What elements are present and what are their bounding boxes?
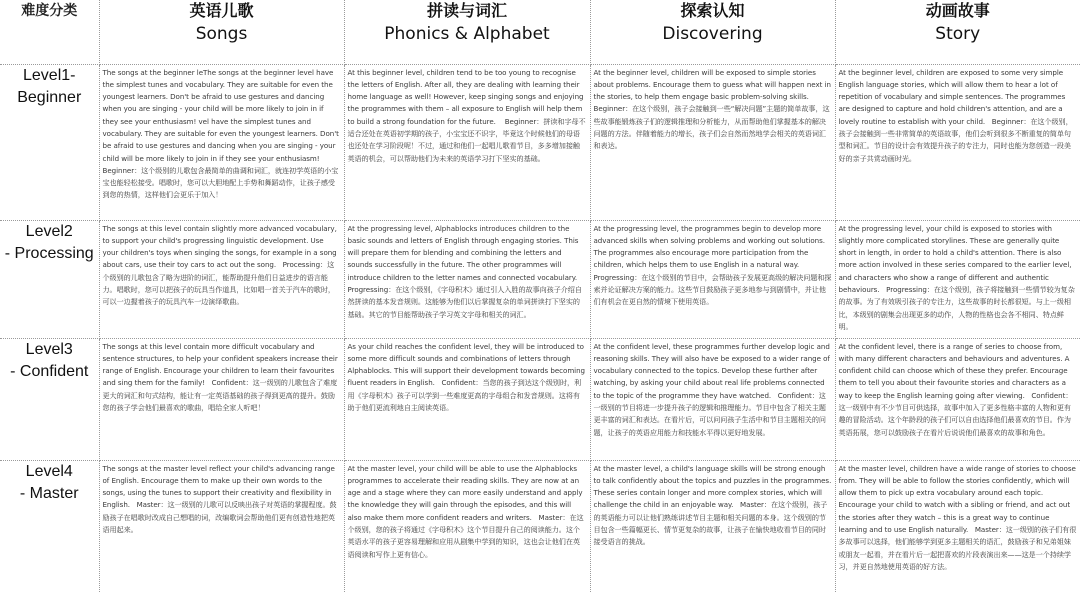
cell-text: At the beginner level, children will be exposed to simple stories about problems. Encourage them to guess what will happen next in the stories, to help them engage basic problem-solving skills. Beginner：在这个级别，孩子会接触到一些“解决问题”主题的简单故事，这些故事能锻炼孩子们的逻辑推理和分析能力，从而帮助他们掌握基本的解决问题的方法。伴随着能力的增长，孩子们会自然而然地学会相关的英语词汇和表达。	[593, 67, 834, 151]
level-name: Level1-	[23, 66, 76, 84]
table-row-level4	[0, 460, 1080, 592]
cell-text: The songs at this level contain slightly more advanced vocabulary, to support your child's progressing linguistic development. Use your children's toys when singing the songs, for example in a song about cars, use their toy cars to act out the song. Processing：这个级别的儿歌包含了略为进阶的词汇，能帮助提升他们日益进步的语言能力。唱歌时，您可以把孩子的玩具当作道具，比如唱一首关于汽车的歌时，可以一边握着孩子的玩具汽车一边演绎歌曲。	[102, 223, 340, 307]
cell-text: At this beginner level, children tend to be too young to recognise the letters of English. After all, they are dealing with learning their home language as well! However, keep singing songs and enjoying the programmes with them – all exposure to English will help them to build a strong foundation for the future. Beginner：拼读和字母不适合还处在英语初学期的孩子，小宝宝还不识字，毕竟这个时候他们的母语也还处在学习阶段呢！不过，通过和他们一起唱儿歌看节目，多多增加接触英语的机会，可以帮助他们为未来的英语学习打下坚实的基础。	[347, 67, 586, 163]
level-name: Level2	[25, 222, 73, 240]
table-cell	[99, 460, 344, 592]
table-cell	[590, 460, 835, 592]
table-cell	[99, 220, 344, 338]
table-cell	[344, 460, 590, 592]
table-row-level3	[0, 338, 1080, 460]
level-label	[0, 64, 99, 220]
level-title: Beginner	[17, 88, 82, 106]
table-cell	[344, 220, 590, 338]
table-cell	[590, 338, 835, 460]
level-label	[0, 338, 99, 460]
level-name: Level3	[25, 340, 73, 358]
level-title: - Confident	[10, 362, 89, 380]
cell-text: The songs at this level contain more difficult vocabulary and sentence structures, to help your confident speakers increase their range of English. Encourage your children to learn their favourites and sing them for the family! Confident：这一级别的儿歌包含了难度更大的词汇和句式结构，能让有一定英语基础的孩子得到更高的提升。鼓励您的孩子学会他们最喜欢的歌曲，唱给全家人听吧！	[102, 341, 340, 412]
level-title: - Processing	[4, 244, 94, 262]
level-label	[0, 220, 99, 338]
cell-text: The songs at the master level reflect your child's advancing range of English. Encourage them to make up their own words to the songs, using the tunes to support their creativity and flexibility in English. Master：这一级别的儿歌可以反映出孩子对英语的掌握程度。鼓励孩子在唱歌时改成自己想唱的词，改编歌词会帮助他们更有创造性地把英语用起来。	[102, 463, 338, 534]
table-row-level1	[0, 64, 1080, 220]
cell-text: The songs at the beginner leThe songs at the beginner level have the simplest tunes and vocabulary. They are suitable for even the youngest learners. Don't be afraid to use gestures and dancing when you are singing - your child will be more likely to join in if they see your enthusiasm! vel have the simplest tunes and vocabulary. They are suitable for even the youngest learners. Don't be afraid to use gestures and dancing when you are singing - your child will be more likely to join in if they see your enthusiasm! Beginner：这个级别的儿歌包含最简单的曲调和词汇，就连初学英语的小宝宝也能轻松接受。唱歌时，您可以大胆地配上手势和舞蹈动作，让孩子感受到您的热情，这样他们会更乐于加入！	[102, 67, 339, 200]
cell-text: As your child reaches the confident level, they will be introduced to some more difficult sounds and combinations of letters through Alphablocks. This will support their development towards becoming fluent readers in English. Confident：当您的孩子到达这个级别时，利用《字母积木》孩子可以学到一些难度更高的字母组合和发音规则。这将有助于他们更流利地自主阅读英语。	[347, 341, 588, 412]
cell-text: At the progressing level, Alphablocks introduces children to the basic sounds and letters of English through engaging stories. This will prepare them for blending and combining the letters and sounds successfully in the future. The other programmes will introduce children to the letter names and connected vocabulary. Progressing：在这个级别，《字母积木》通过引人入胜的故事向孩子介绍自然拼读的基本发音规则。这能够为他们以后掌握复杂的单词拼读打下坚实的基础。其它的节目能帮助孩子学习英文字母和相关的词汇。	[347, 223, 584, 319]
cell-text: At the master level, a child's language skills will be strong enough to talk confidently about the topics and puzzles in the programmes. These series contain longer and more complex stories, which will challenge the child in an enjoyable way. Master：在这个级别，孩子的英语能力可以让他们熟练讲述节目主题和相关问题的本身。这个级别的节目包含一些篇幅更长、情节更复杂的故事，让孩子在愉快地收看节目的同时接受语言的挑战。	[593, 463, 834, 547]
column-header-zh: 探索认知	[680, 1, 745, 20]
column-header-phonics	[344, 0, 590, 64]
column-header-songs	[99, 0, 344, 64]
table-cell	[835, 338, 1080, 460]
cell-text: At the confident level, these programmes further develop logic and reasoning skills. They will also have be exposed to a wider range of vocabulary connected to the topics. Develop these further after watching, by asking your child about real life problems connected to the topic of the programme they have watched. Confident：这一级别的节目将进一步提升孩子的逻辑和推理能力。节目中包含了相关主题更丰富的词汇和表达。在看片后，可以问问孩子生活中和节目主题相关的问题，让孩子的英语应用能力和技能水平得以更好地发展。	[593, 341, 833, 437]
cell-text: At the progressing level, the programmes begin to develop more advanced skills when solving problems and working out solutions. The programmes also encourage more participation from the children, which helps them to use English in a natural way. Progressing：在这个级别的节目中，会帮助孩子发展更高级的解决问题和探索并论证解决方案的能力。这些节目鼓励孩子更多地参与到剧情中，并让他们有机会在更自然的情境下使用英语。	[593, 223, 832, 307]
column-header-zh: 拼读与词汇	[426, 1, 507, 20]
table-cell	[835, 460, 1080, 592]
table-row-level2	[0, 220, 1080, 338]
table-cell	[99, 338, 344, 460]
cell-text: At the beginner level, children are exposed to some very simple English language stories, which will allow them to hear a lot of repetition of vocabulary and simple sentences. The programmes are designed to capture and hold children's attention, and are a lovely routine to establish with your child. Beginner：在这个级别，孩子会接触到一些非常简单的英语故事，他们会听到很多不断重复的简单句型和词汇。节目的设计会有效提升孩子的专注力，同时也能为您创造一段美好的亲子共赏动画时光。	[838, 67, 1073, 163]
table-cell	[835, 64, 1080, 220]
table-cell	[590, 64, 835, 220]
level-name: Level4	[25, 462, 73, 480]
table-cell	[835, 220, 1080, 338]
level-title: - Master	[19, 484, 79, 502]
table-cell	[590, 220, 835, 338]
column-header-discovering	[590, 0, 835, 64]
table-cell	[344, 64, 590, 220]
cell-text: At the master level, children have a wide range of stories to choose from. They will be able to follow the stories confidently, which will allow them to pick up extra vocabulary around each topic. Encourage your child to watch with a sibling or friend, and act out the stories after they watch – this is a great way to continue learning and to use English naturally. Master：这一级别的孩子们有很多故事可以选择，他们能够学到更多主题相关的语汇，鼓励孩子和兄弟姐妹或朋友一起看，并在看片后一起把喜欢的片段表演出来——这是一个持续学习，并更自然地使用英语的好方法。	[838, 463, 1079, 571]
column-header-story	[835, 0, 1080, 64]
cell-text: At the confident level, there is a range of series to choose from, with many different characters and behaviours and adventures. A confident child can choose which of these they prefer. Encourage them to tell you about their favourite stories and characters as a way to keep the English learning going after viewing. Confident：这一级别中有不少节目可供选择，故事中加入了更多性格丰富的人物和更有趣的冒险活动。这个年龄段的孩子们可以自由选择他们最喜欢的节目。作为英语拓展，您可以鼓励孩子在看片后说说他们最喜欢的故事和角色。	[838, 341, 1073, 437]
column-header-en: Phonics & Alphabet	[384, 24, 550, 44]
cell-text: At the master level, your child will be able to use the Alphablocks programmes to accelerate their reading skills. They are now at an age and a stage where they can more easily understand and apply the knowledge they will gain through the episodes, and this will also make them more confident readers and writers. Master：在这个级别，您的孩子将通过《字母积木》这个节目提升自己的阅读能力。这个英语水平的孩子更容易理解和应用从剧集中学到的知识，这也会让他们在英语阅读和写作上更有信心。	[347, 463, 585, 559]
corner-header: 难度分类	[0, 0, 99, 64]
level-label	[0, 460, 99, 592]
column-header-zh: 动画故事	[925, 1, 990, 20]
column-header-en: Songs	[195, 24, 248, 44]
column-header-zh: 英语儿歌	[189, 1, 254, 20]
table-cell	[344, 338, 590, 460]
column-header-en: Story	[935, 24, 981, 44]
table-cell	[99, 64, 344, 220]
column-header-en: Discovering	[662, 24, 763, 44]
cell-text: At the progressing level, your child is exposed to stories with slightly more complicated storylines. These are generally quite short in length, in order to hold a child's attention. There is also more action involved in these series compared to the earlier level, and characters who show a range of different and authentic behaviours. Progressing：在这个级别，孩子将接触到一些情节较为复杂的故事。为了有效吸引孩子的专注力，这些故事的时长都很短。与上一级相比，本级别的剧集会出现更多的动作，人物的性格也会各不相同、特点鲜明。	[838, 223, 1075, 331]
